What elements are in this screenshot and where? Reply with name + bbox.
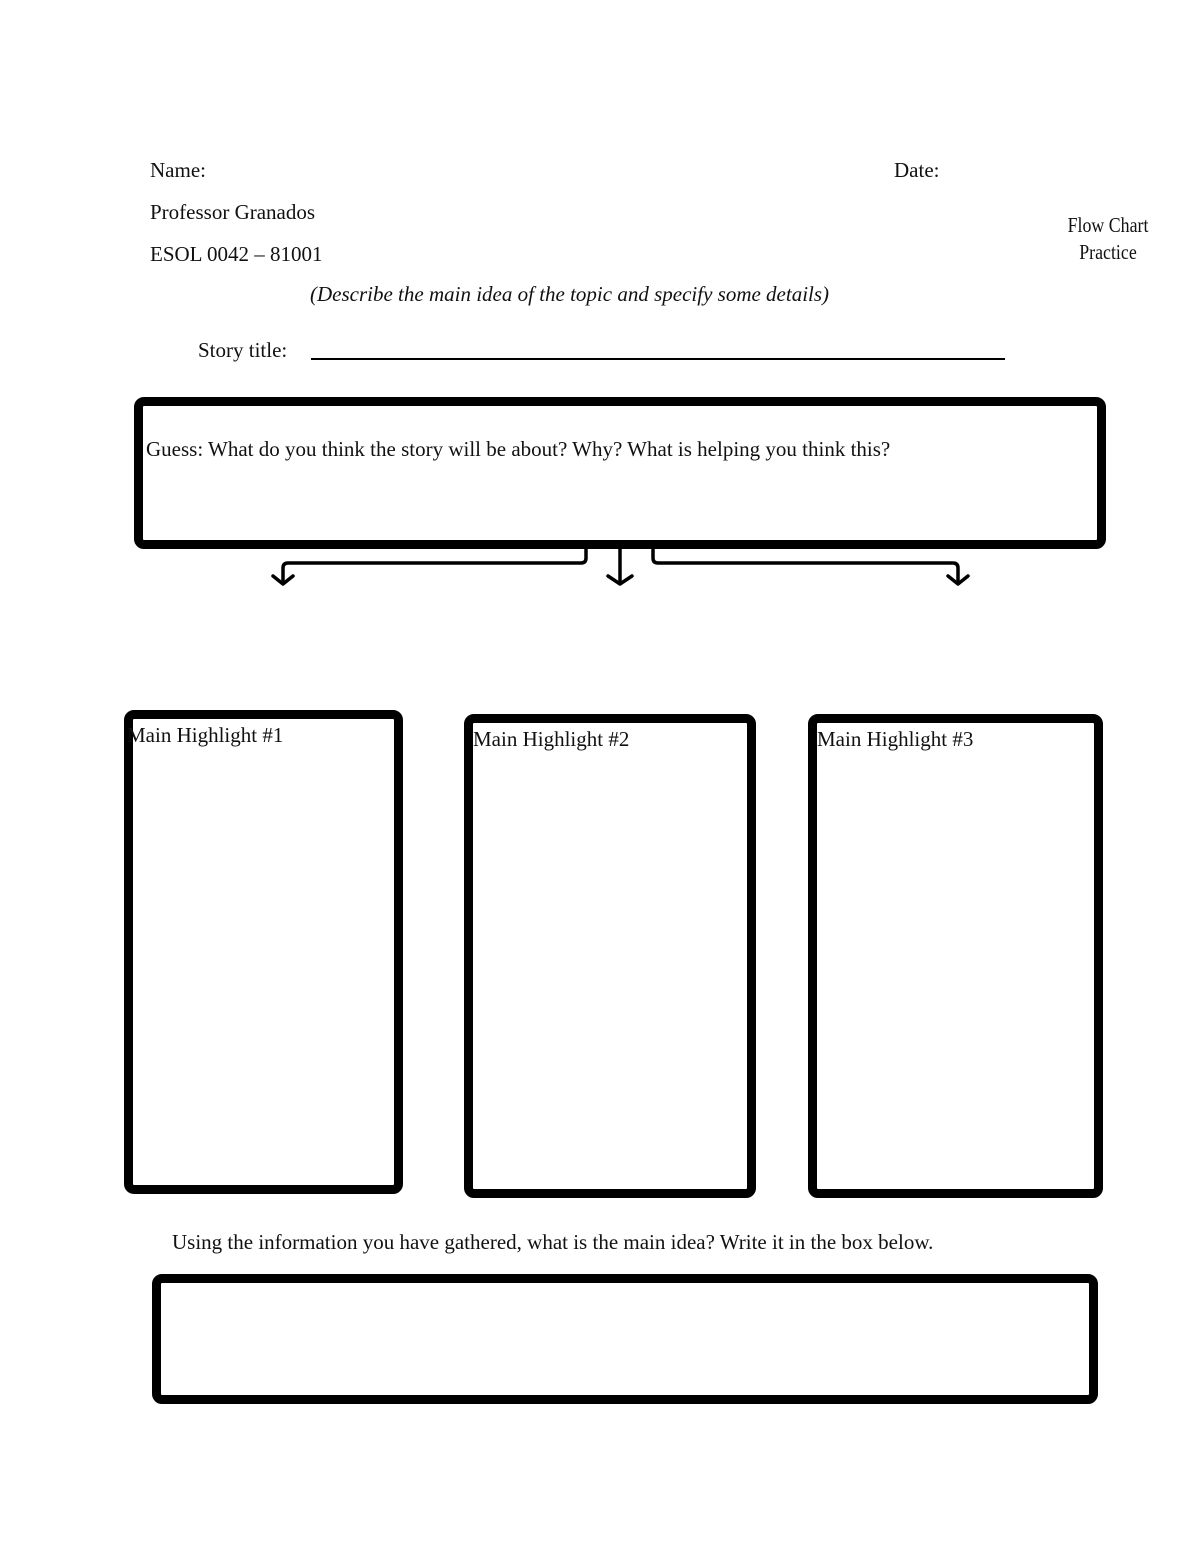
guess-prompt: Guess: What do you think the story will be about? Why? What is helping you think this? [146,437,891,461]
highlight-label-1: Main Highlight #1 [127,723,284,747]
highlight-box-1[interactable] [124,710,403,1194]
highlight-box-2[interactable] [464,714,756,1198]
left-branch-arrow [283,547,586,582]
badge-line-1: Flow Chart [1067,213,1149,237]
story-title-label: Story title: [198,338,288,362]
name-label: Name: [150,158,206,182]
instructions: (Describe the main idea of the topic and specify some details) [310,282,830,306]
professor-name: Professor Granados [150,200,316,224]
highlight-box-3[interactable] [808,714,1103,1198]
highlight-label-2: Main Highlight #2 [473,727,630,751]
branch-arrows [0,0,1200,600]
badge-line-2: Practice [1079,240,1137,264]
main-idea-prompt: Using the information you have gathered, what is the main idea? Write it in the box below. [172,1230,934,1254]
date-label: Date: [894,158,940,182]
right-branch-arrow [653,547,958,582]
course-code: ESOL 0042 – 81001 [150,242,323,266]
main-idea-box[interactable] [152,1274,1098,1404]
highlight-label-3: Main Highlight #3 [817,727,974,751]
